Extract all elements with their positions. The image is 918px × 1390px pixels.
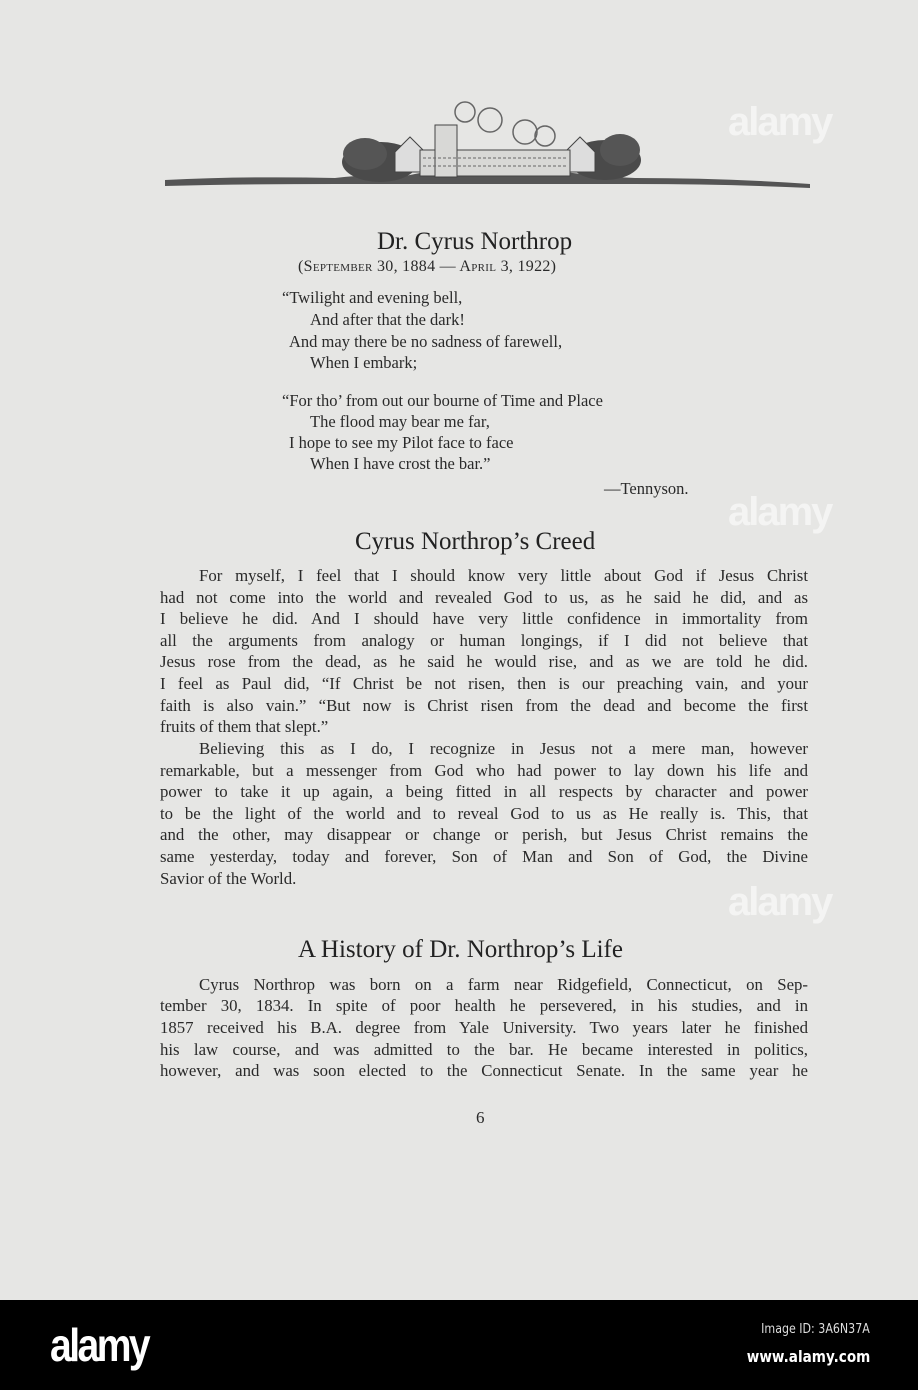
text-line: Jesus rose from the dead, as he said he would rise, and as we are told he did. xyxy=(160,652,808,671)
poem-line: And after that the dark! xyxy=(310,310,465,329)
text-line: tember 30, 1834. In spite of poor health he persevered, in his studies, and in xyxy=(160,996,808,1015)
text-line: and the other, may disappear or change or perish, but Jesus Christ remains the xyxy=(160,825,808,844)
poem-line: When I have crost the bar.” xyxy=(310,454,491,473)
text-line: I feel as Paul did, “If Christ be not risen, then is our preaching vain, and your xyxy=(160,674,808,693)
text-line: his law course, and was admitted to the bar. He became interested in politics, xyxy=(160,1040,808,1059)
text-line: power to take it up again, a being fitted in all respects by character and power xyxy=(160,782,808,801)
text-line: all the arguments from analogy or human longings, if I did not believe that xyxy=(160,631,808,650)
alamy-logo: alamy xyxy=(50,1319,149,1371)
watermark-logo: alamy xyxy=(728,490,832,534)
page-title: Dr. Cyrus Northrop xyxy=(377,228,573,255)
history-heading: A History of Dr. Northrop’s Life xyxy=(298,936,623,963)
text-line: Savior of the World. xyxy=(160,869,297,888)
watermark-logo: alamy xyxy=(728,100,832,144)
campus-illustration xyxy=(165,92,810,192)
watermark-logo: alamy xyxy=(728,880,832,924)
text-line: to be the light of the world and to reveal God to us as He really is. This, that xyxy=(160,804,808,823)
text-line: 1857 received his B.A. degree from Yale University. Two years later he finished xyxy=(160,1018,808,1037)
alamy-url: www.alamy.com xyxy=(746,1347,870,1366)
text-line: remarkable, but a messenger from God who had power to lay down his life and xyxy=(160,761,808,780)
text-line: For myself, I feel that I should know very little about God if Jesus Christ xyxy=(199,566,808,585)
watermark-footer xyxy=(0,1300,918,1390)
poem-line: I hope to see my Pilot face to face xyxy=(289,433,514,452)
text-line: Believing this as I do, I recognize in Jesus not a mere man, however xyxy=(199,739,808,758)
text-line: however, and was soon elected to the Connecticut Senate. In the same year he xyxy=(160,1061,808,1080)
text-line: fruits of them that slept.” xyxy=(160,717,329,736)
dates-subtitle: (September 30, 1884 — April 3, 1922) xyxy=(298,258,557,275)
creed-heading: Cyrus Northrop’s Creed xyxy=(355,528,596,555)
page-number: 6 xyxy=(476,1108,485,1127)
text-line: I believe he did. And I should have very little confidence in immortality from xyxy=(160,609,808,628)
image-id: Image ID: 3A6N37A xyxy=(761,1322,870,1337)
poem-line: When I embark; xyxy=(310,353,418,372)
text-line: had not come into the world and revealed God to us, as he said he did, and as xyxy=(160,588,808,607)
text-line: same yesterday, today and forever, Son of Man and Son of God, the Divine xyxy=(160,847,808,866)
poem-line: “For tho’ from out our bourne of Time and Place xyxy=(282,391,603,410)
poem-line: “Twilight and evening bell, xyxy=(282,288,463,307)
text-line: Cyrus Northrop was born on a farm near Ridgefield, Connecticut, on Sep- xyxy=(199,975,808,994)
text-line: faith is also vain.” “But now is Christ risen from the dead and become the first xyxy=(160,696,808,715)
poem-line: And may there be no sadness of farewell, xyxy=(289,332,563,351)
poem-line: The flood may bear me far, xyxy=(310,412,490,431)
poem-attribution: —Tennyson. xyxy=(604,479,689,498)
